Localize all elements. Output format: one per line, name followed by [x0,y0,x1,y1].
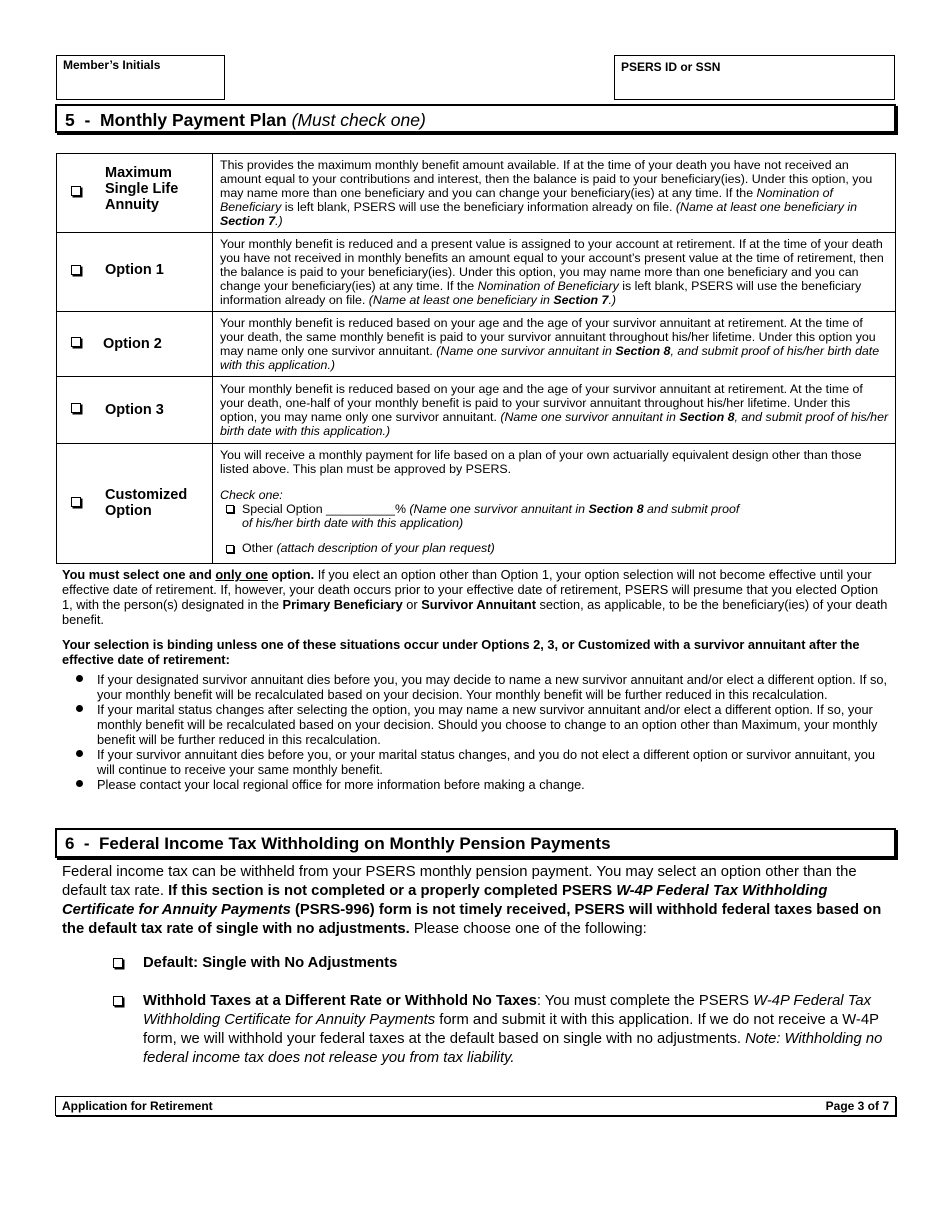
section-6-intro: Federal income tax can be withheld from your PSERS monthly pension payment. You may select an option other than the default tax rate. If this section is not completed or a properly completed PSERS W-4P Federal Tax Withholding Certificate for Annuity Payments (PSRS-996) form is not timely received, PSERS will withhold federal taxes based on the default tax rate of single with no adjustments. Please choose one of the following: [62,864,882,937]
list-item: If your survivor annuitant dies before you, or your marital status changes, and you do not elect a different option or survivor annuitant, you will continue to receive your same monthly benefit. [62,747,890,777]
option-row-2 [57,312,896,377]
option-row-1 [57,233,896,312]
member-initials-box[interactable] [56,55,225,100]
option-description: This provides the maximum monthly benefit amount available. If at the time of your death you have not received an amount equal to your contributions and interest, then the balance is paid to your beneficiary(ies). Under this option, you may name more than one beneficiary and you can change your beneficiary(ies) at any time. If the Nomination of Beneficiary is left blank, PSERS will use the beneficiary information already on file. (Name at least one beneficiary in Section 7.) [213,154,896,233]
option-1-checkbox[interactable] [71,265,81,275]
customized-checkbox[interactable] [71,497,81,507]
option-name: Customized Option [105,487,188,519]
footer-form-title: Application for Retirement [62,1099,213,1113]
maximum-checkbox[interactable] [71,186,81,196]
option-name: Option 2 [103,336,162,352]
other-option-checkbox[interactable] [226,545,234,553]
section-6-header [55,828,896,858]
option-description: Your monthly benefit is reduced based on your age and the age of your survivor annuitant at retirement. At the time of your death, one-half of your monthly benefit is paid to your survivor annuitant throughout his/her lifetime. Under this option, you may name only one survivor annuitant. (Name one survivor annuitant in Section 8, and submit proof of his/her birth date with this application.) [213,377,896,444]
list-item: If your marital status changes after selecting the option, you may name a new survivor annuitant and/or elect a different option. If so, your monthly benefit will be recalculated based on your decision. Should you choose to change to an option other than Maximum, your monthly benefit will be further reduced in this recalculation. [62,702,890,747]
psers-id-box[interactable] [614,55,895,100]
special-option-checkbox[interactable] [226,505,234,513]
option-name: Option 1 [105,262,164,278]
list-item: Please contact your local regional office for more information before making a change. [62,777,890,792]
default-withholding-checkbox[interactable] [113,958,123,968]
must-select-paragraph: You must select one and only one option. If you elect an option other than Option 1, your option selection will not become effective until your effective date of retirement. If, however, your death occurs prior to your effective date of retirement, PSERS will presume that you elected Option 1, with the person(s) designated in the Primary Beneficiary or Survivor Annuitant section, as applicable, to be the beneficiary(ies) of your death benefit. [62,567,888,627]
different-withholding-checkbox[interactable] [113,996,123,1006]
footer-page-number: Page 3 of 7 [825,1099,889,1113]
option-row-maximum [57,154,896,233]
section-5-header [55,104,896,133]
option-2-checkbox[interactable] [71,337,81,347]
option-3-checkbox[interactable] [71,403,81,413]
option-row-3 [57,377,896,444]
psers-id-label: PSERS ID or SSN [621,60,721,74]
binding-heading: Your selection is binding unless one of these situations occur under Options 2, 3, or Customized with a survivor annuitant after the effective date of retirement: [62,637,860,667]
payment-options-table [56,153,896,564]
binding-bullets [62,672,890,792]
option-description: Your monthly benefit is reduced based on your age and the age of your survivor annuitant at retirement. At the time of your death, the same monthly benefit is paid to your survivor annuitant throughout his/her lifetime. Under this option you may name only one survivor annuitant. (Name one survivor annuitant in Section 8, and submit proof of his/her birth date with this application.) [213,312,896,377]
option-row-customized [57,444,896,564]
option-name: Option 3 [105,402,164,418]
list-item: If your designated survivor annuitant dies before you, you may decide to name a new survivor annuitant and/or elect a different option. If so, your monthly benefit will be recalculated based on your decision. Your monthly benefit will be further reduced in this recalculation. [62,672,890,702]
option-name: Maximum Single Life Annuity [105,165,179,213]
tax-option-default: Default: Single with No Adjustments [113,954,903,973]
tax-option-different: Withhold Taxes at a Different Rate or Withhold No Taxes: You must complete the PSERS W-4P Federal Tax Withholding Certificate for Annuity Payments form and submit it with this application. If we do not receive a W-4P form, we will withhold your federal taxes at the default based on single with no adjustments. Note: Withholding no federal income tax does not release you from tax liability. [113,992,903,1068]
page-footer [55,1096,896,1116]
option-description: You will receive a monthly payment for life based on a plan of your own actuarially equivalent design other than those listed above. This plan must be approved by PSERS. Check one: Special Option __________% (Name one survivor annuitant in Section 8 and submit proof of his/her birth date with this application) Other (attach description of your plan request) [213,444,896,564]
section-5-title: 5 - Monthly Payment Plan (Must check one) [65,110,426,130]
option-description: Your monthly benefit is reduced and a present value is assigned to your account at retirement. If at the time of your death you have not received in monthly benefits an amount equal to your account’s present value at the time of retirement, then the balance is paid to your beneficiary(ies). Under this option, you may name more than one beneficiary and you can change your beneficiary(ies) at any time. If the Nomination of Beneficiary is left blank, PSERS will use the beneficiary information already on file. (Name at least one beneficiary in Section 7.) [213,233,896,312]
member-initials-label: Member’s Initials [63,58,161,72]
section-6-title: 6 - Federal Income Tax Withholding on Monthly Pension Payments [65,834,611,853]
